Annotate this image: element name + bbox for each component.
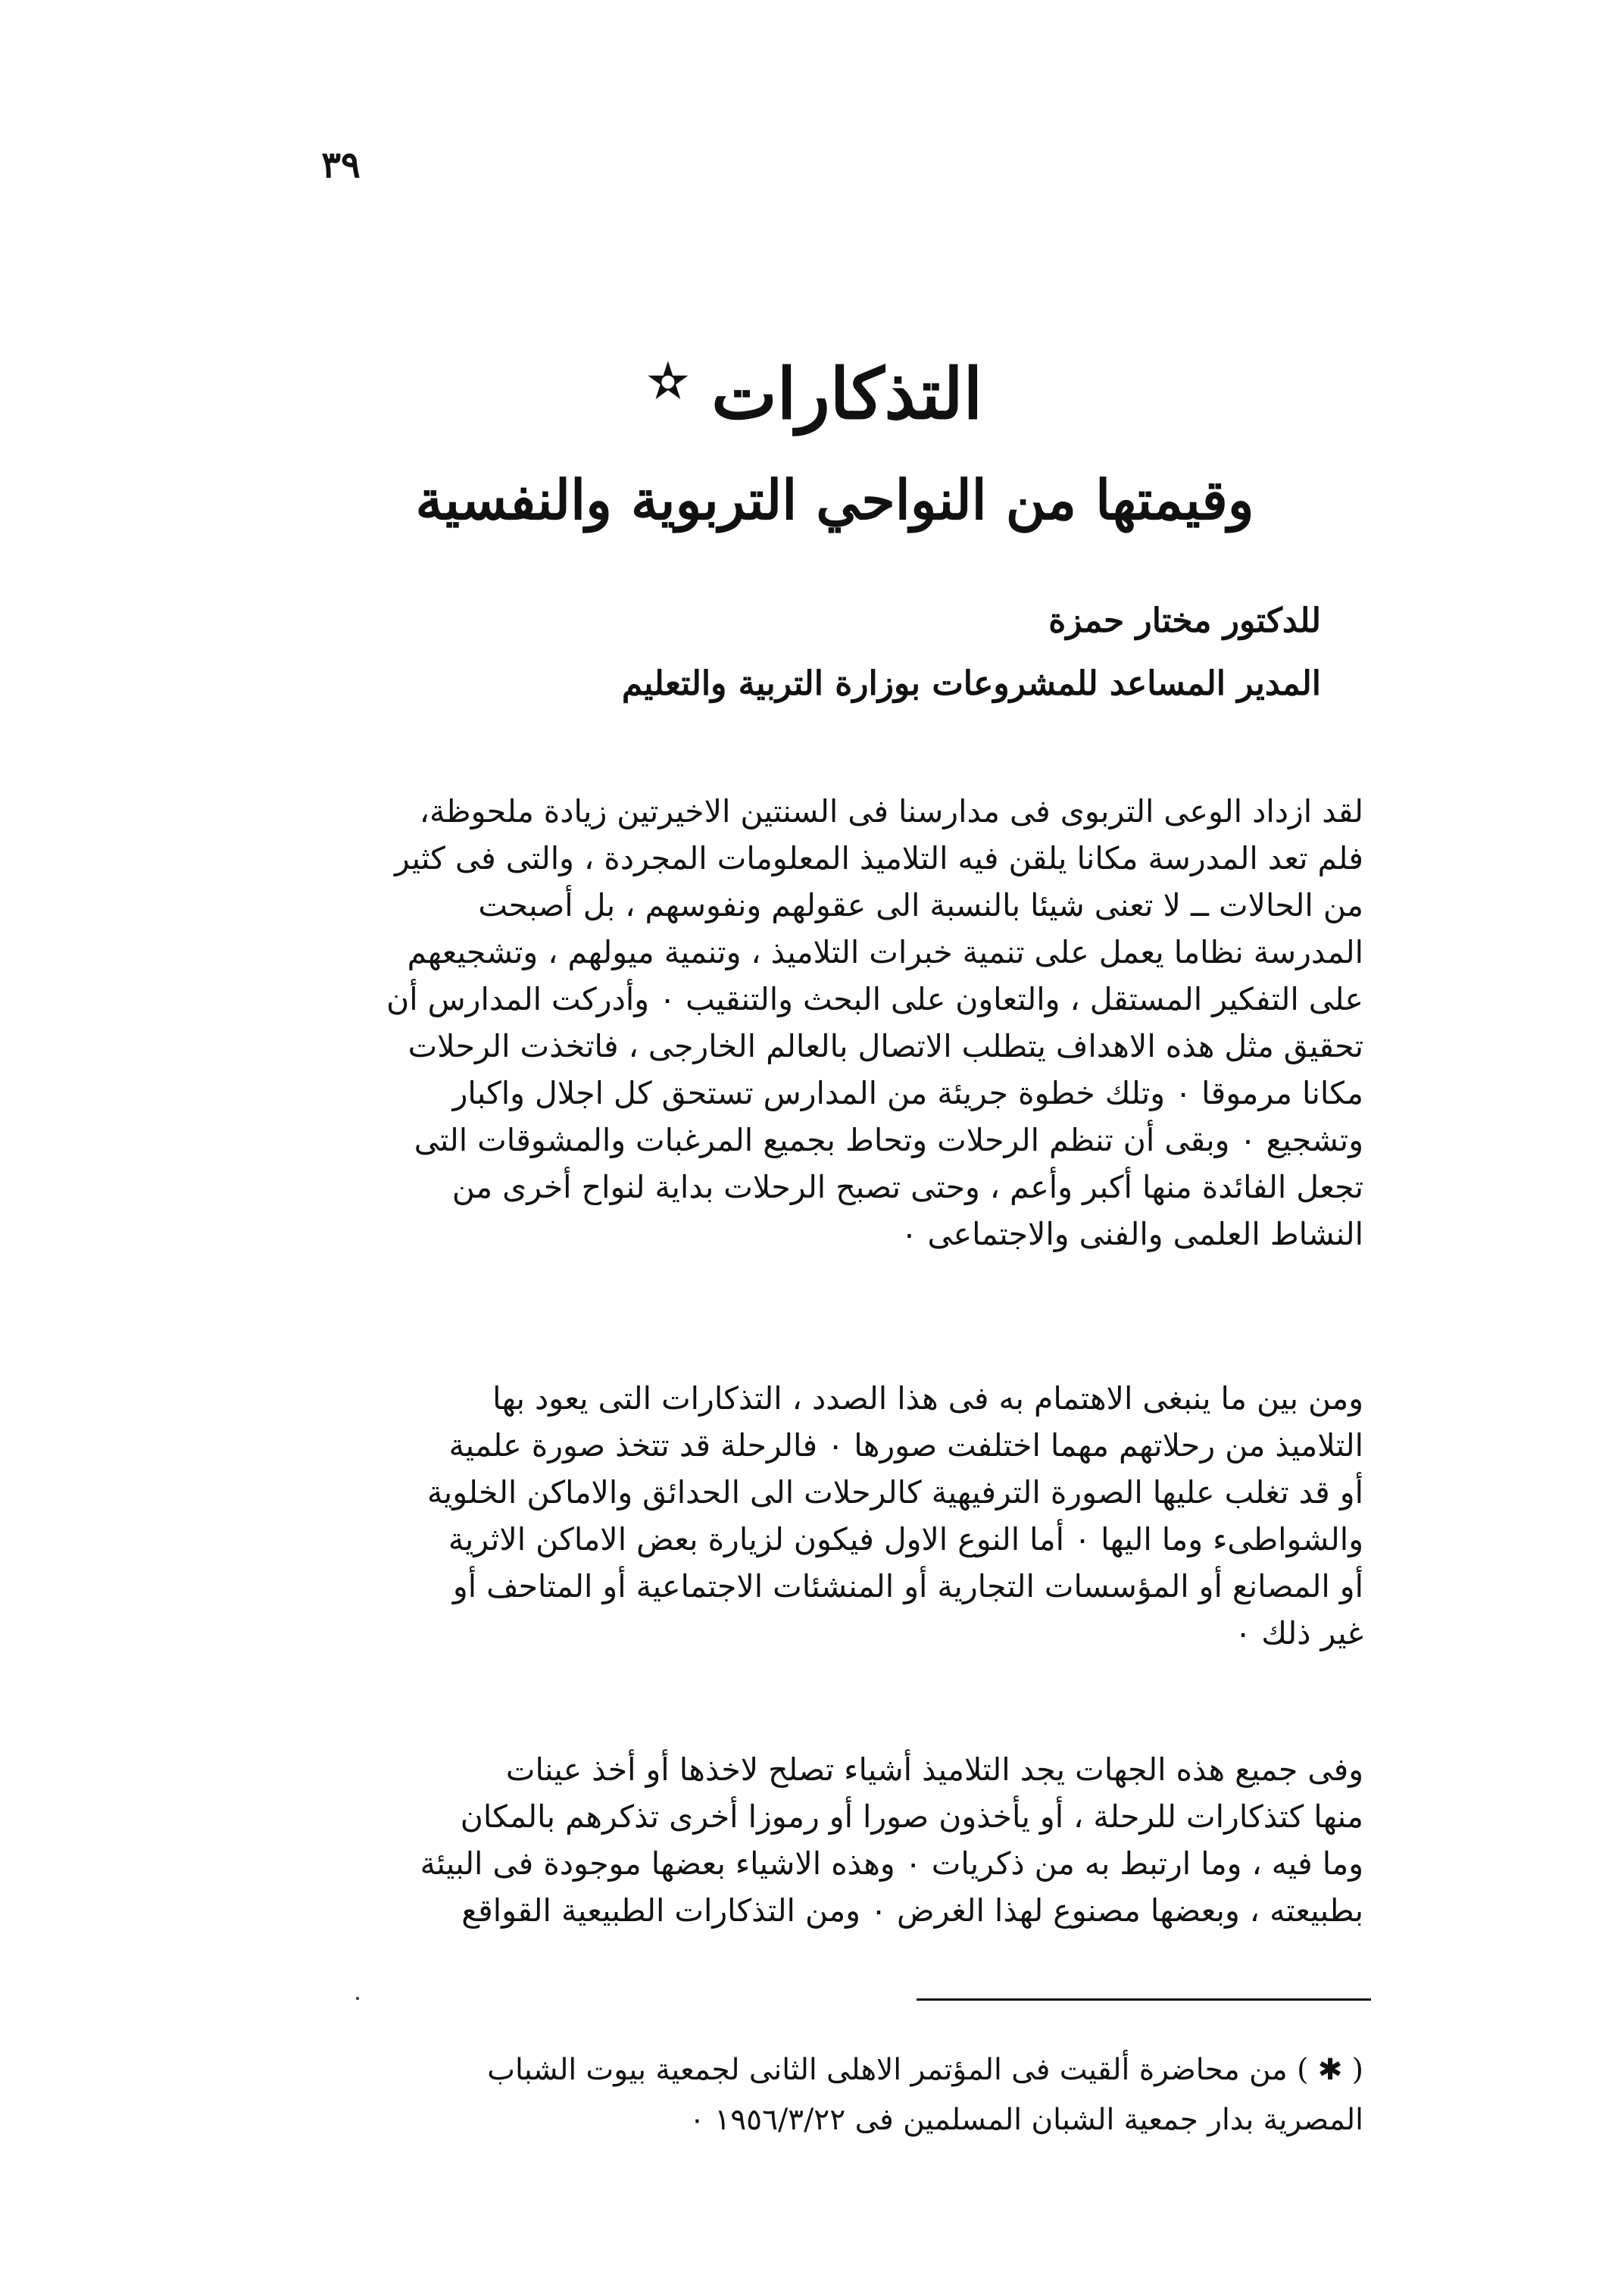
paragraph-line: من الحالات ــ لا تعنى شيئا بالنسبة الى عقولهم ونفوسهم ، بل أصبحت — [478, 887, 1363, 923]
paragraph-line: وتشجيع ٠ وبقى أن تنظم الرحلات وتحاط بجميع المرغبات والمشوقات التى — [414, 1122, 1363, 1158]
paragraph-line: المدرسة نظاما يعمل على تنمية خبرات التلاميذ ، وتنمية ميولهم ، وتشجيعهم — [407, 934, 1363, 970]
paragraph-line: ومن بين ما ينبغى الاهتمام به فى هذا الصدد ، التذكارات التى يعود بها — [492, 1380, 1363, 1417]
paragraph-line: فلم تعد المدرسة مكانا يلقن فيه التلاميذ المعلومات المجردة ، والتى فى كثير — [395, 840, 1363, 876]
footnote-line-2: المصرية بدار جمعية الشبان المسلمين فى ١٩٥٦/٣/٢٢ ٠ — [689, 2103, 1363, 2137]
paragraph-line: والشواطىء وما اليها ٠ أما النوع الاول فيكون لزيارة بعض الاماكن الاثرية — [448, 1521, 1363, 1558]
paragraph-line: لقد ازداد الوعى التربوى فى مدارسنا فى السنتين الاخيرتين زيادة ملحوظة، — [419, 793, 1363, 830]
paragraph-line: وما فيه ، وما ارتبط به من ذكريات ٠ وهذه الاشياء بعضها موجودة فى البيئة — [420, 1845, 1363, 1882]
paragraph-2 — [269, 1375, 1363, 1701]
paragraph-line: أو قد تغلب عليها الصورة الترفيهية كالرحلات الى الحدائق والاماكن الخلوية — [426, 1474, 1363, 1511]
paragraph-line: تجعل الفائدة منها أكبر وأعم ، وحتى تصبح الرحلات بداية لنواح أخرى من — [451, 1169, 1363, 1205]
speck-mark — [356, 1997, 359, 2000]
paragraph-line: التلاميذ من رحلاتهم مهما اختلفت صورها ٠ فالرحلة قد تتخذ صورة علمية — [448, 1427, 1363, 1464]
paragraph-line: وفى جميع هذه الجهات يجد التلاميذ أشياء تصلح لاخذها أو أخذ عينات — [505, 1751, 1363, 1788]
paragraph-1 — [269, 788, 1363, 1333]
article-title — [0, 353, 1624, 435]
footnote-separator — [917, 1998, 1371, 2001]
paragraph-line: على التفكير المستقل ، والتعاون على البحث والتنقيب ٠ وأدركت المدارس أن — [386, 981, 1363, 1017]
title-text: التذكارات — [711, 353, 983, 435]
paragraph-3 — [269, 1746, 1363, 1981]
article-subtitle: وقيمتها من النواحي التربوية والنفسية — [415, 467, 1254, 532]
footnote — [318, 2045, 1363, 2145]
author-position: المدير المساعد للمشروعات بوزارة التربية والتعليم — [621, 664, 1321, 704]
paragraph-line: مكانا مرموقا ٠ وتلك خطوة جريئة من المدارس تستحق كل اجلال واكبار — [452, 1075, 1363, 1111]
paragraph-line: غير ذلك ٠ — [1235, 1615, 1363, 1651]
paragraph-line: بطبيعته ، وبعضها مصنوع لهذا الغرض ٠ ومن التذكارات الطبيعية القواقع — [461, 1892, 1363, 1929]
paragraph-line: منها كتذكارات للرحلة ، أو يأخذون صورا أو رموزا أخرى تذكرهم بالمكان — [460, 1798, 1363, 1835]
paragraph-line: أو المصانع أو المؤسسات التجارية أو المنشئات الاجتماعية أو المتاحف أو — [452, 1568, 1363, 1604]
paragraph-line: النشاط العلمى والفنى والاجتماعى ٠ — [901, 1216, 1363, 1252]
footnote-star-icon: ✫ — [648, 355, 688, 408]
author-name: للدكتور مختار حمزة — [1048, 601, 1321, 640]
footnote-line-1: ( ✱ ) من محاضرة ألقيت فى المؤتمر الاهلى الثانى لجمعية بيوت الشباب — [487, 2053, 1363, 2087]
paragraph-line: تحقيق مثل هذه الاهداف يتطلب الاتصال بالعالم الخارجى ، فاتخذت الرحلات — [408, 1028, 1363, 1064]
page-number: ٣٩ — [321, 144, 361, 186]
